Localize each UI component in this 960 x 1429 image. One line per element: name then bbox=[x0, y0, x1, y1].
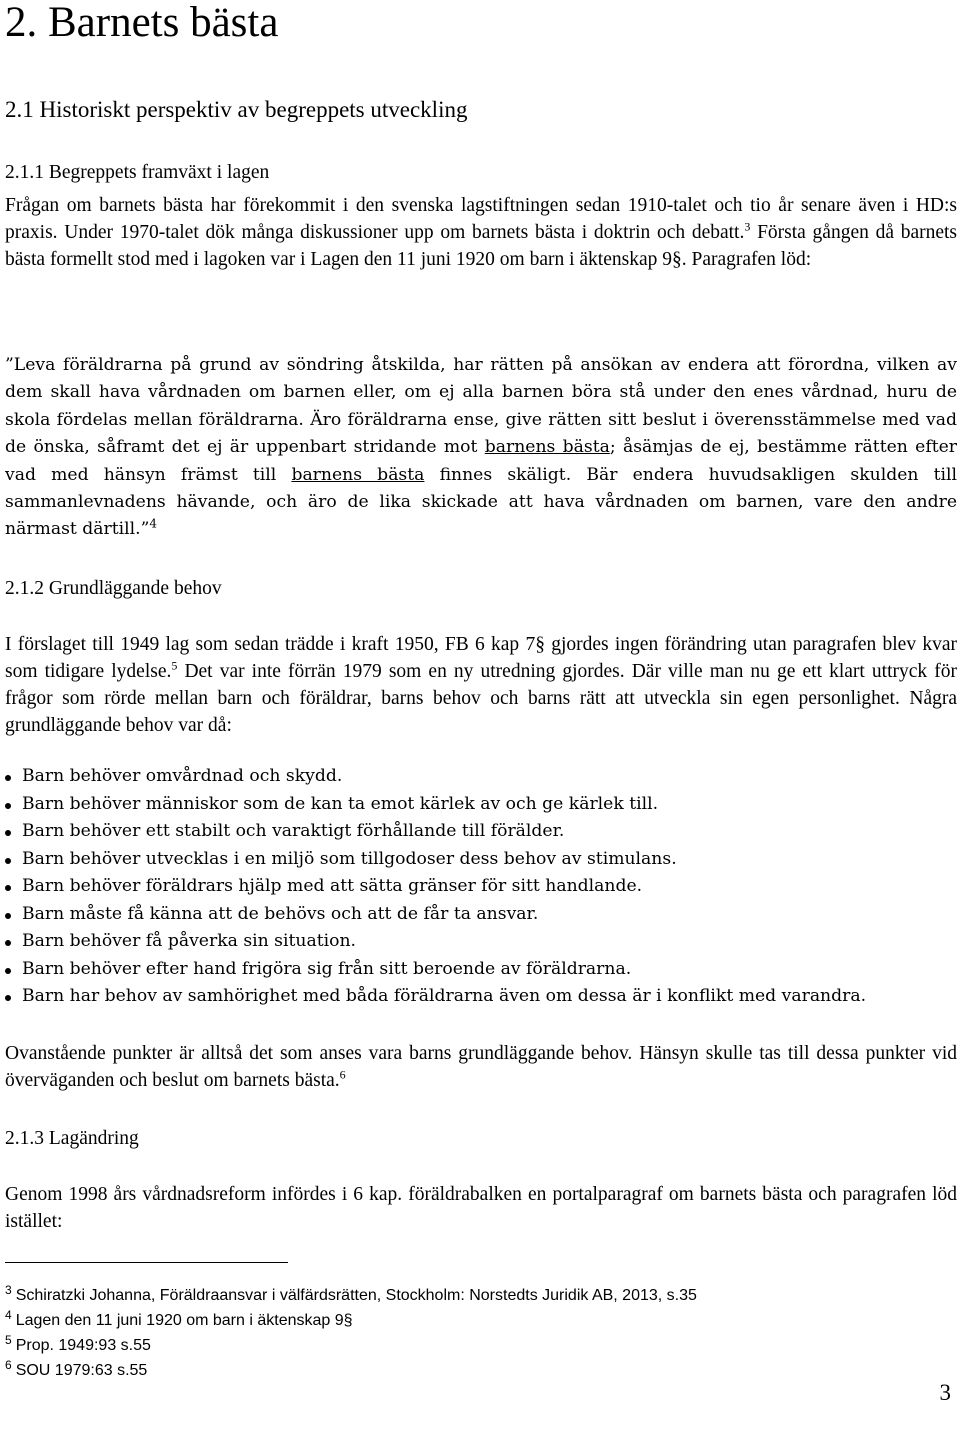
paragraph-text: Ovanstående punkter är alltså det som anses vara barns grundläggande behov. Hänsyn skulle tas till dessa punkter vid överväganden och beslut om barnets bästa. bbox=[5, 1043, 957, 1091]
subsection-heading-212: 2.1.2 Grundläggande behov bbox=[5, 578, 222, 599]
list-item: Barn behöver omvårdnad och skydd. bbox=[5, 763, 866, 791]
footnote-divider bbox=[5, 1262, 288, 1263]
chapter-heading: 2. Barnets bästa bbox=[5, 0, 279, 46]
footnote-ref-3: 3 bbox=[744, 219, 751, 234]
quote-underlined: barnens bästa bbox=[484, 437, 610, 458]
paragraph-text: I förslaget till 1949 lag som sedan trädde i kraft 1950, FB 6 kap 7§ gjordes ingen förändring utan paragrafen blev kvar som tidigare lydelse. bbox=[5, 634, 957, 682]
section-heading: 2.1 Historiskt perspektiv av begreppets utveckling bbox=[5, 97, 468, 122]
bullet-icon bbox=[5, 858, 11, 864]
list-item: Barn måste få känna att de behövs och att de får ta ansvar. bbox=[5, 901, 866, 929]
quote-text: ”Leva föräldrarna på grund av söndring åtskilda, har rätten på ansökan av endera att förordna, vilken av dem skall hava vårdnaden om barnen eller, om ej alla barnen böra stå under den enes vårdnad, huru de skola fördelas mellan föräldrarna. Äro föräldrarna ense, give rätten sitt beslut i överensstämmelse med vad de önska, såframt det ej är uppenbart stridande mot bbox=[5, 355, 957, 458]
quote-text: ; åsämjas de ej, bestämme rätten efter vad med hänsyn främst till bbox=[5, 437, 957, 485]
bullet-icon bbox=[5, 775, 11, 781]
paragraph-text: Det var inte förrän 1979 som en ny utredning gjordes. Där ville man nu ge ett klart uttryck för frågor som rörde mellan barn och föräldrar, barns behov och barns rätt att utveckla sin egen personlighet. Några grundläggande behov var då: bbox=[5, 661, 957, 736]
paragraph-text: Första gången då barnets bästa formellt stod med i lagoken var i Lagen den 11 juni 1920 om barn i äktenskap 9§. Paragrafen löd: bbox=[5, 222, 958, 270]
footnote-ref-6: 6 bbox=[339, 1067, 346, 1082]
needs-list bbox=[5, 763, 866, 1011]
list-item: Barn behöver ett stabilt och varaktigt förhållande till förälder. bbox=[5, 818, 866, 846]
subsection-heading-211: 2.1.1 Begreppets framväxt i lagen bbox=[5, 162, 270, 183]
footnote-5: $^5$ Prop. 1949:93 s.55 bbox=[5, 1333, 151, 1354]
paragraph-212-intro bbox=[5, 631, 957, 739]
law-quote bbox=[5, 352, 957, 544]
quote-text: finnes skäligt. Bär endera huvudsakligen skulden till sammanlevnadens hävande, och äro de lika skickade att hava vårdnaden om barnen, vare den andre närmast därtill.” bbox=[5, 464, 957, 540]
bullet-icon bbox=[5, 885, 11, 891]
footnote-ref-4: 4 bbox=[149, 516, 158, 531]
quote-underlined: barnens bästa bbox=[291, 464, 425, 485]
list-item: Barn behöver få påverka sin situation. bbox=[5, 928, 866, 956]
footnote-ref-5: 5 bbox=[171, 658, 178, 673]
footnote-6: $^6$ SOU 1979:63 s.55 bbox=[5, 1358, 148, 1379]
paragraph-text: Frågan om barnets bästa har förekommit i den svenska lagstiftningen sedan 1910-talet och tio år senare även i HD:s praxis. Under 1970-talet dök många diskussioner upp om barnets bästa i doktrin och debatt. bbox=[5, 195, 957, 243]
bullet-icon bbox=[5, 968, 11, 974]
bullet-icon bbox=[5, 803, 11, 809]
bullet-icon bbox=[5, 830, 11, 836]
paragraph-211-intro bbox=[5, 192, 957, 273]
footnote-3: $^3$ Schiratzki Johanna, Föräldraansvar i välfärdsrätten, Stockholm: Norstedts Juridik AB, 2013, s.35 bbox=[5, 1283, 697, 1304]
page-number: 3 bbox=[939, 1380, 951, 1405]
paragraph-213: Genom 1998 års vårdnadsreform infördes i 6 kap. föräldrabalken en portalparagraf om barnets bästa och paragrafen löd istället: bbox=[5, 1184, 957, 1232]
list-item: Barn behöver föräldrars hjälp med att sätta gränser för sitt handlande. bbox=[5, 873, 866, 901]
bullet-icon bbox=[5, 913, 11, 919]
bullet-icon bbox=[5, 940, 11, 946]
list-item: Barn behöver utvecklas i en miljö som tillgodoser dess behov av stimulans. bbox=[5, 846, 866, 874]
list-item: Barn behöver människor som de kan ta emot kärlek av och ge kärlek till. bbox=[5, 791, 866, 819]
list-item: Barn har behov av samhörighet med båda föräldrarna även om dessa är i konflikt med varandra. bbox=[5, 983, 866, 1011]
footnote-4: $^4$ Lagen den 11 juni 1920 om barn i äktenskap 9§ bbox=[5, 1308, 353, 1329]
subsection-heading-213: 2.1.3 Lagändring bbox=[5, 1128, 139, 1149]
paragraph-212-summary bbox=[5, 1040, 957, 1094]
bullet-icon bbox=[5, 995, 11, 1001]
list-item: Barn behöver efter hand frigöra sig från sitt beroende av föräldrarna. bbox=[5, 956, 866, 984]
